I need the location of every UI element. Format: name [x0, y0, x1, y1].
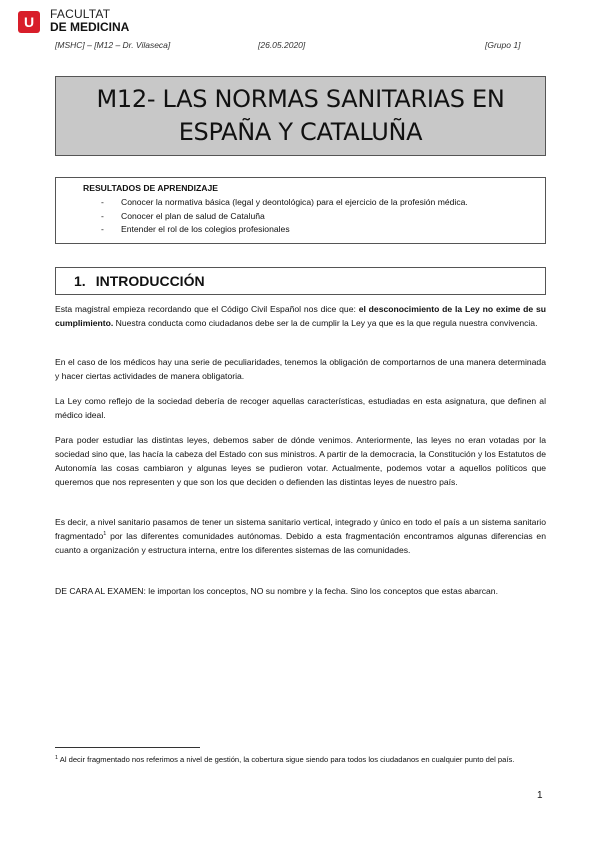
learning-objectives-box [55, 177, 546, 244]
paragraph-1-bold: el desconocimiento de la Ley no exime de su cumplimiento. [55, 304, 546, 328]
paragraph-5-text: Es decir, a nivel sanitario pasamos de tener un sistema sanitario vertical, integrado y único en todo el país a un sistema sanitario fragmentado [55, 517, 546, 541]
paragraph-1-text-end: Nuestra conducta como ciudadanos debe ser la de cumplir la Ley ya que es la que regula nuestra convivencia. [113, 318, 538, 328]
footnote-text: Al decir fragmentado nos referimos a nivel de gestión, la cobertura sigue siendo para todos los ciudadanos en cualquier punto del país. [58, 755, 515, 764]
objective-text: Entender el rol de los colegios profesionales [121, 224, 290, 234]
section-title: INTRODUCCIÓN [95, 273, 205, 289]
logo-line-1: FACULTAT [50, 7, 111, 21]
paragraph-1 [55, 302, 546, 330]
page-number: 1 [537, 790, 543, 801]
title-line-2: ESPAÑA Y CATALUÑA [178, 118, 423, 146]
objective-text: Conocer la normativa básica (legal y deontológica) para el ejercicio de la profesión médica. [121, 197, 468, 207]
header-date: [26.05.2020] [258, 40, 306, 50]
paragraph-2: En el caso de los médicos hay una serie de peculiaridades, tenemos la obligación de comportarnos de una manera determinada y hacer ciertas actividades de manera obligatoria. [55, 357, 546, 381]
footnote [55, 754, 535, 766]
paragraph-4: Para poder estudiar las distintas leyes, debemos saber de dónde venimos. Anteriormente, las leyes no eran votadas por la sociedad sino que, las hacía la cabeza del Estado con sus ministros. A partir de la democracia, la Constitución y los Estatutos de Autonomía las cosas cambiaron y algunas leyes se pudieron votar. Actualmente, podemos votar a aquellos políticos que queremos que nos representen y que son los que deciden o defienden las distintas leyes de nuestro país. [55, 435, 546, 487]
header-group: [Grupo 1] [485, 40, 521, 50]
paragraph-3: La Ley como reflejo de la sociedad debería de recoger aquellas características, estudiadas en esta asignatura, que definen al médico ideal. [55, 396, 546, 420]
objective-item: - Conocer el plan de salud de Cataluña [83, 210, 545, 224]
title-line-1: M12- LAS NORMAS SANITARIAS EN [96, 85, 505, 113]
objectives-heading: RESULTADOS DE APRENDIZAJE [83, 183, 218, 193]
faculty-logo [18, 8, 129, 34]
paragraph-5-text-end: por las diferentes comunidades autónomas. Debido a esta fragmentación encontramos algunas diferencias en cuanto a organización y estructura interna, entre los diferentes sistemas de las comunidades. [55, 531, 546, 555]
paragraph-6: DE CARA AL EXAMEN: le importan los conceptos, NO su nombre y la fecha. Sino los conceptos que estas abarcan. [55, 586, 498, 596]
header-course: [MSHC] – [M12 – Dr. Vilaseca] [55, 40, 171, 50]
section-heading [55, 267, 546, 295]
paragraph-1-text: Esta magistral empieza recordando que el Código Civil Español nos dice que: [55, 304, 359, 314]
footnote-divider [55, 747, 200, 748]
footnote-marker: 1 [55, 755, 59, 761]
objective-text: Conocer el plan de salud de Cataluña [121, 210, 265, 221]
document-title-box [55, 76, 546, 156]
document-title [96, 83, 504, 149]
section-number: 1. [74, 273, 86, 289]
objective-item: - Entender el rol de los colegios profesionales [83, 223, 545, 237]
logo-line-2: DE MEDICINA [50, 20, 130, 34]
objective-item: - Conocer la normativa básica (legal y deontológica) para el ejercicio de la profesión médica. [83, 196, 545, 210]
university-logo-icon: U [18, 11, 40, 33]
logo-text [50, 8, 129, 34]
paragraph-5 [55, 515, 546, 557]
footnote-ref: 1 [103, 531, 107, 537]
